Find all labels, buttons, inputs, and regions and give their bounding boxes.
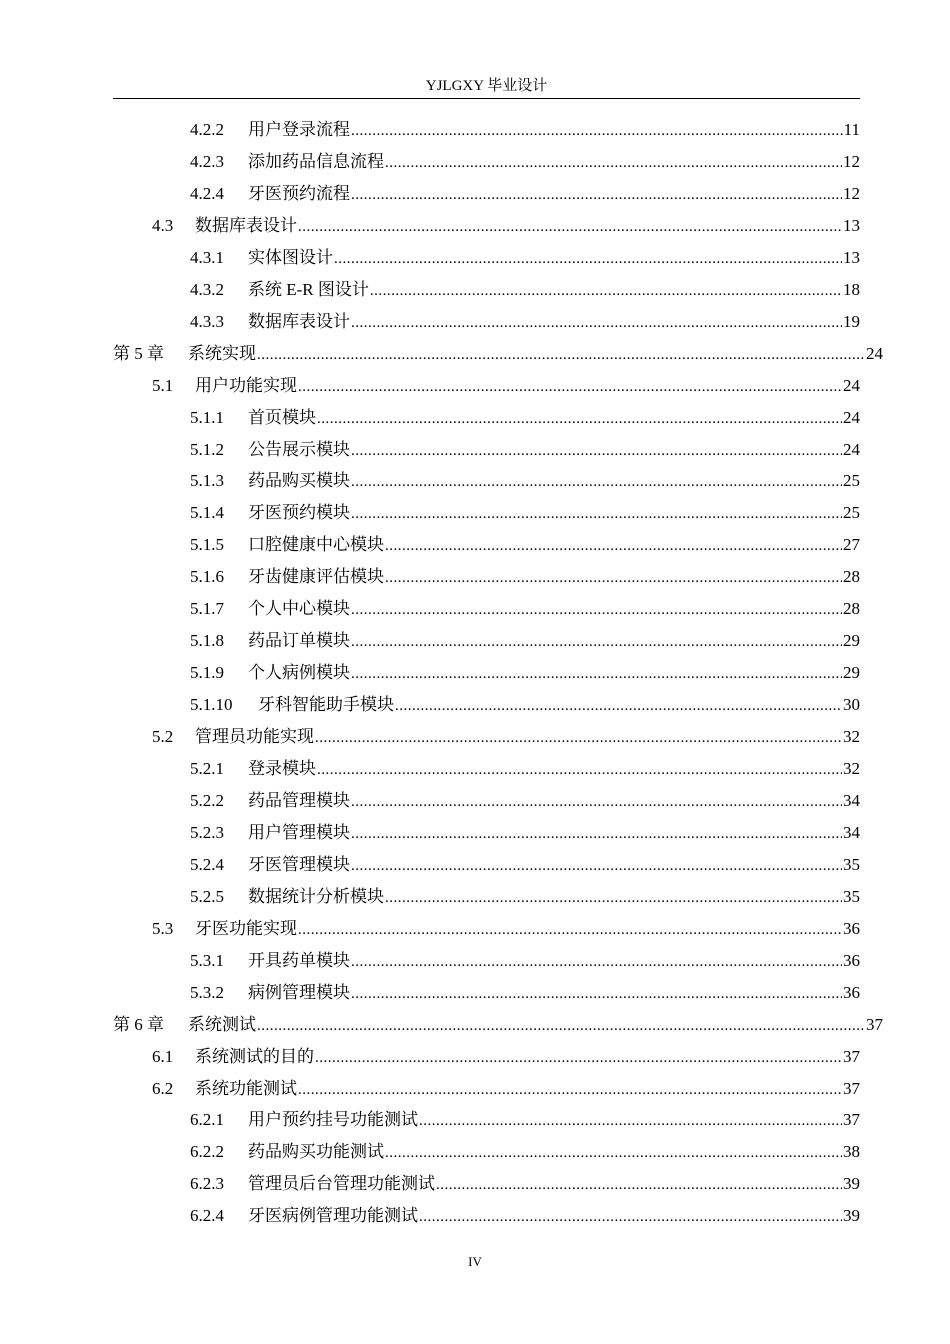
page-number: IV — [468, 1254, 482, 1269]
toc-entry[interactable] — [152, 210, 860, 242]
toc-dot-leader — [351, 978, 842, 1010]
toc-entry-page: 12 — [843, 151, 860, 171]
toc-entry-title: 牙医管理模块 — [248, 854, 350, 874]
toc-entry-number: 5.2.5 — [190, 886, 224, 906]
toc-entry[interactable] — [152, 370, 860, 402]
toc-entry-number: 5.1.4 — [190, 503, 224, 523]
toc-entry-number: 6.2.3 — [190, 1174, 224, 1194]
toc-entry-page: 27 — [843, 535, 860, 555]
toc-dot-leader — [419, 1201, 842, 1233]
toc-dot-leader — [351, 818, 842, 850]
toc-entry-page: 29 — [843, 631, 860, 651]
toc-entry[interactable] — [190, 146, 860, 178]
toc-entry-number: 5.3 — [152, 918, 174, 938]
toc-dot-leader — [385, 882, 842, 914]
toc-entry-page: 11 — [843, 120, 860, 139]
toc-dot-leader — [257, 339, 865, 371]
toc-entry-number: 5.1.6 — [190, 567, 224, 587]
toc-entry-number: 6.2 — [152, 1078, 174, 1098]
toc-entry[interactable] — [190, 1168, 860, 1200]
toc-dot-leader — [351, 115, 843, 147]
header-title: YJLGXY 毕业设计 — [425, 78, 548, 94]
toc-entry-title: 系统测试的目的 — [195, 1046, 314, 1066]
toc-entry[interactable] — [190, 881, 860, 913]
toc-dot-leader — [351, 307, 842, 339]
toc-entry-title: 口腔健康中心模块 — [248, 535, 384, 555]
toc-dot-leader — [351, 594, 842, 626]
toc-entry-title: 登录模块 — [248, 759, 316, 778]
toc-entry-page: 34 — [843, 790, 860, 810]
toc-entry-title: 公告展示模块 — [248, 439, 350, 459]
toc-dot-leader — [351, 498, 842, 530]
toc-entry[interactable] — [190, 306, 860, 338]
toc-dot-leader — [385, 147, 842, 179]
toc-entry-title: 添加药品信息流程 — [248, 151, 384, 171]
header-rule — [113, 98, 860, 99]
toc-entry-number: 4.2.4 — [190, 183, 224, 203]
toc-dot-leader — [298, 211, 842, 243]
toc-entry-page: 35 — [843, 886, 860, 906]
toc-entry-page: 19 — [843, 311, 860, 331]
toc-dot-leader — [298, 914, 842, 946]
toc-entry[interactable] — [190, 689, 860, 721]
page-footer — [0, 1254, 950, 1270]
toc-entry[interactable] — [190, 402, 860, 434]
toc-entry-title: 系统测试 — [188, 1014, 256, 1034]
toc-entry-number: 5.1.2 — [190, 439, 224, 459]
toc-entry-page: 25 — [843, 503, 860, 523]
toc-entry-page: 29 — [843, 663, 860, 683]
toc-entry-page: 36 — [843, 918, 860, 938]
toc-entry[interactable] — [190, 529, 860, 561]
toc-entry-number: 第 5 章 — [113, 343, 164, 363]
toc-entry[interactable] — [190, 657, 860, 689]
toc-entry[interactable] — [190, 945, 860, 977]
toc-entry[interactable] — [190, 561, 860, 593]
toc-entry-number: 4.3.1 — [190, 247, 224, 267]
toc-entry-page: 37 — [843, 1078, 860, 1098]
toc-dot-leader — [351, 435, 842, 467]
toc-entry-title: 首页模块 — [248, 407, 316, 427]
toc-entry-number: 5.2.4 — [190, 854, 224, 874]
toc-entry-page: 32 — [843, 727, 860, 747]
toc-entry-page: 37 — [843, 1046, 860, 1066]
toc-dot-leader — [351, 658, 842, 690]
toc-entry[interactable] — [190, 849, 860, 881]
toc-entry-title: 数据库表设计 — [195, 215, 297, 235]
toc-entry-page: 38 — [843, 1142, 860, 1162]
toc-entry[interactable] — [190, 274, 860, 306]
toc-entry-page: 37 — [843, 1110, 860, 1130]
toc-entry-title: 用户登录流程 — [248, 120, 350, 139]
toc-entry-number: 6.2.4 — [190, 1206, 224, 1226]
page-header — [113, 74, 860, 95]
toc-entry-number: 5.1.9 — [190, 663, 224, 683]
toc-dot-leader — [351, 626, 842, 658]
toc-entry-title: 个人中心模块 — [248, 599, 350, 619]
toc-entry[interactable] — [190, 178, 860, 210]
toc-entry-page: 35 — [843, 854, 860, 874]
toc-entry-number: 5.3.1 — [190, 950, 224, 970]
toc-entry-number: 5.1.8 — [190, 631, 224, 651]
toc-entry-number: 5.2 — [152, 727, 174, 747]
toc-entry-title: 管理员功能实现 — [195, 727, 314, 747]
toc-entry[interactable] — [190, 242, 860, 274]
toc-entry-title: 数据库表设计 — [248, 311, 350, 331]
toc-entry-number: 5.2.1 — [190, 759, 224, 778]
toc-dot-leader — [257, 1010, 865, 1042]
toc-dot-leader — [351, 786, 842, 818]
toc-entry-title: 药品订单模块 — [248, 631, 350, 651]
toc-entry-number: 5.1.1 — [190, 407, 224, 427]
toc-dot-leader — [315, 1042, 842, 1074]
toc-dot-leader — [315, 722, 842, 754]
toc-entry-title: 药品购买模块 — [248, 471, 350, 491]
toc-dot-leader — [298, 371, 842, 403]
toc-entry-number: 6.2.2 — [190, 1142, 224, 1162]
toc-entry-number: 5.1 — [152, 375, 174, 395]
toc-dot-leader — [351, 946, 842, 978]
toc-entry[interactable] — [190, 753, 860, 785]
toc-dot-leader — [317, 403, 842, 435]
toc-entry-title: 管理员后台管理功能测试 — [248, 1174, 435, 1194]
toc-entry-title: 开具药单模块 — [248, 950, 350, 970]
toc-entry-page: 28 — [843, 599, 860, 619]
toc-entry-title: 牙医预约流程 — [248, 183, 350, 203]
toc-dot-leader — [395, 690, 842, 722]
toc-entry[interactable] — [190, 465, 860, 497]
toc-entry-title: 用户管理模块 — [248, 822, 350, 842]
toc-entry-title: 牙齿健康评估模块 — [248, 567, 384, 587]
toc-entry[interactable] — [113, 338, 883, 370]
toc-entry-number: 6.1 — [152, 1046, 174, 1066]
toc-entry-title: 个人病例模块 — [248, 663, 350, 683]
toc-entry[interactable] — [190, 977, 860, 1009]
toc-entry-title: 牙医功能实现 — [195, 918, 297, 938]
toc-entry-title: 实体图设计 — [248, 247, 333, 267]
toc-dot-leader — [351, 850, 842, 882]
toc-entry-title: 牙医病例管理功能测试 — [248, 1206, 418, 1226]
toc-entry-number: 6.2.1 — [190, 1110, 224, 1130]
toc-dot-leader — [317, 754, 842, 786]
toc-entry-page: 39 — [843, 1174, 860, 1194]
toc-entry-page: 13 — [843, 215, 860, 235]
toc-entry-page: 13 — [843, 247, 860, 267]
toc-entry-title: 病例管理模块 — [248, 982, 350, 1002]
toc-entry-page: 32 — [843, 759, 860, 778]
toc-entry[interactable] — [113, 1009, 883, 1041]
toc-entry-number: 4.3.3 — [190, 311, 224, 331]
toc-dot-leader — [334, 243, 842, 275]
toc-entry[interactable] — [190, 1104, 860, 1136]
toc-entry-number: 5.1.5 — [190, 535, 224, 555]
toc-entry-number: 4.3 — [152, 215, 174, 235]
toc-entry-number: 5.3.2 — [190, 982, 224, 1002]
toc-entry[interactable] — [190, 1200, 860, 1232]
toc-entry[interactable] — [190, 625, 860, 657]
toc-entry-page: 34 — [843, 822, 860, 842]
toc-entry-number: 5.1.7 — [190, 599, 224, 619]
toc-dot-leader — [385, 1137, 842, 1169]
toc-entry-page: 36 — [843, 982, 860, 1002]
toc-entry-title: 系统 E-R 图设计 — [248, 279, 369, 299]
toc-entry-page: 25 — [843, 471, 860, 491]
toc-entry-page: 39 — [843, 1206, 860, 1226]
toc-entry-page: 24 — [843, 375, 860, 395]
toc-entry-number: 4.3.2 — [190, 279, 224, 299]
toc-entry[interactable] — [190, 817, 860, 849]
toc-dot-leader — [436, 1169, 842, 1201]
toc-entry[interactable] — [152, 1073, 860, 1105]
toc-dot-leader — [419, 1105, 842, 1137]
toc-entry-number: 第 6 章 — [113, 1014, 164, 1034]
toc-entry-page: 36 — [843, 950, 860, 970]
toc-entry[interactable] — [190, 114, 860, 146]
toc-entry-title: 牙科智能助手模块 — [258, 695, 394, 715]
toc-entry[interactable] — [152, 913, 860, 945]
toc-entry-page: 12 — [843, 183, 860, 203]
toc-entry-number: 4.2.3 — [190, 151, 224, 171]
toc-entry-title: 用户功能实现 — [195, 375, 297, 395]
toc-entry[interactable] — [190, 593, 860, 625]
toc-entry-title: 用户预约挂号功能测试 — [248, 1110, 418, 1130]
toc-entry-number: 5.1.10 — [190, 695, 233, 715]
toc-entry-page: 30 — [843, 695, 860, 715]
toc-entry-page: 28 — [843, 567, 860, 587]
toc-entry-title: 系统实现 — [188, 343, 256, 363]
toc-dot-leader — [298, 1074, 842, 1106]
toc-entry-title: 药品购买功能测试 — [248, 1142, 384, 1162]
toc-entry-number: 5.1.3 — [190, 471, 224, 491]
toc-dot-leader — [370, 275, 842, 307]
toc-entry[interactable] — [190, 785, 860, 817]
toc-entry-title: 牙医预约模块 — [248, 503, 350, 523]
toc-entry[interactable] — [152, 721, 860, 753]
toc-dot-leader — [385, 530, 842, 562]
toc-entry-page: 24 — [866, 343, 883, 363]
toc-entry-page: 18 — [843, 279, 860, 299]
toc-entry[interactable] — [190, 1136, 860, 1168]
toc-entry-title: 系统功能测试 — [195, 1078, 297, 1098]
toc-dot-leader — [385, 562, 842, 594]
toc-dot-leader — [351, 179, 842, 211]
toc-entry[interactable] — [190, 497, 860, 529]
toc-entry[interactable] — [152, 1041, 860, 1073]
toc-entry-number: 4.2.2 — [190, 120, 224, 139]
toc-entry-title: 药品管理模块 — [248, 790, 350, 810]
toc-entry-number: 5.2.3 — [190, 822, 224, 842]
toc-entry[interactable] — [190, 434, 860, 466]
toc-entry-page: 24 — [843, 407, 860, 427]
toc-entry-page: 24 — [843, 439, 860, 459]
toc-entry-number: 5.2.2 — [190, 790, 224, 810]
toc-entry-title: 数据统计分析模块 — [248, 886, 384, 906]
toc-entry-page: 37 — [866, 1014, 883, 1034]
toc-dot-leader — [351, 466, 842, 498]
